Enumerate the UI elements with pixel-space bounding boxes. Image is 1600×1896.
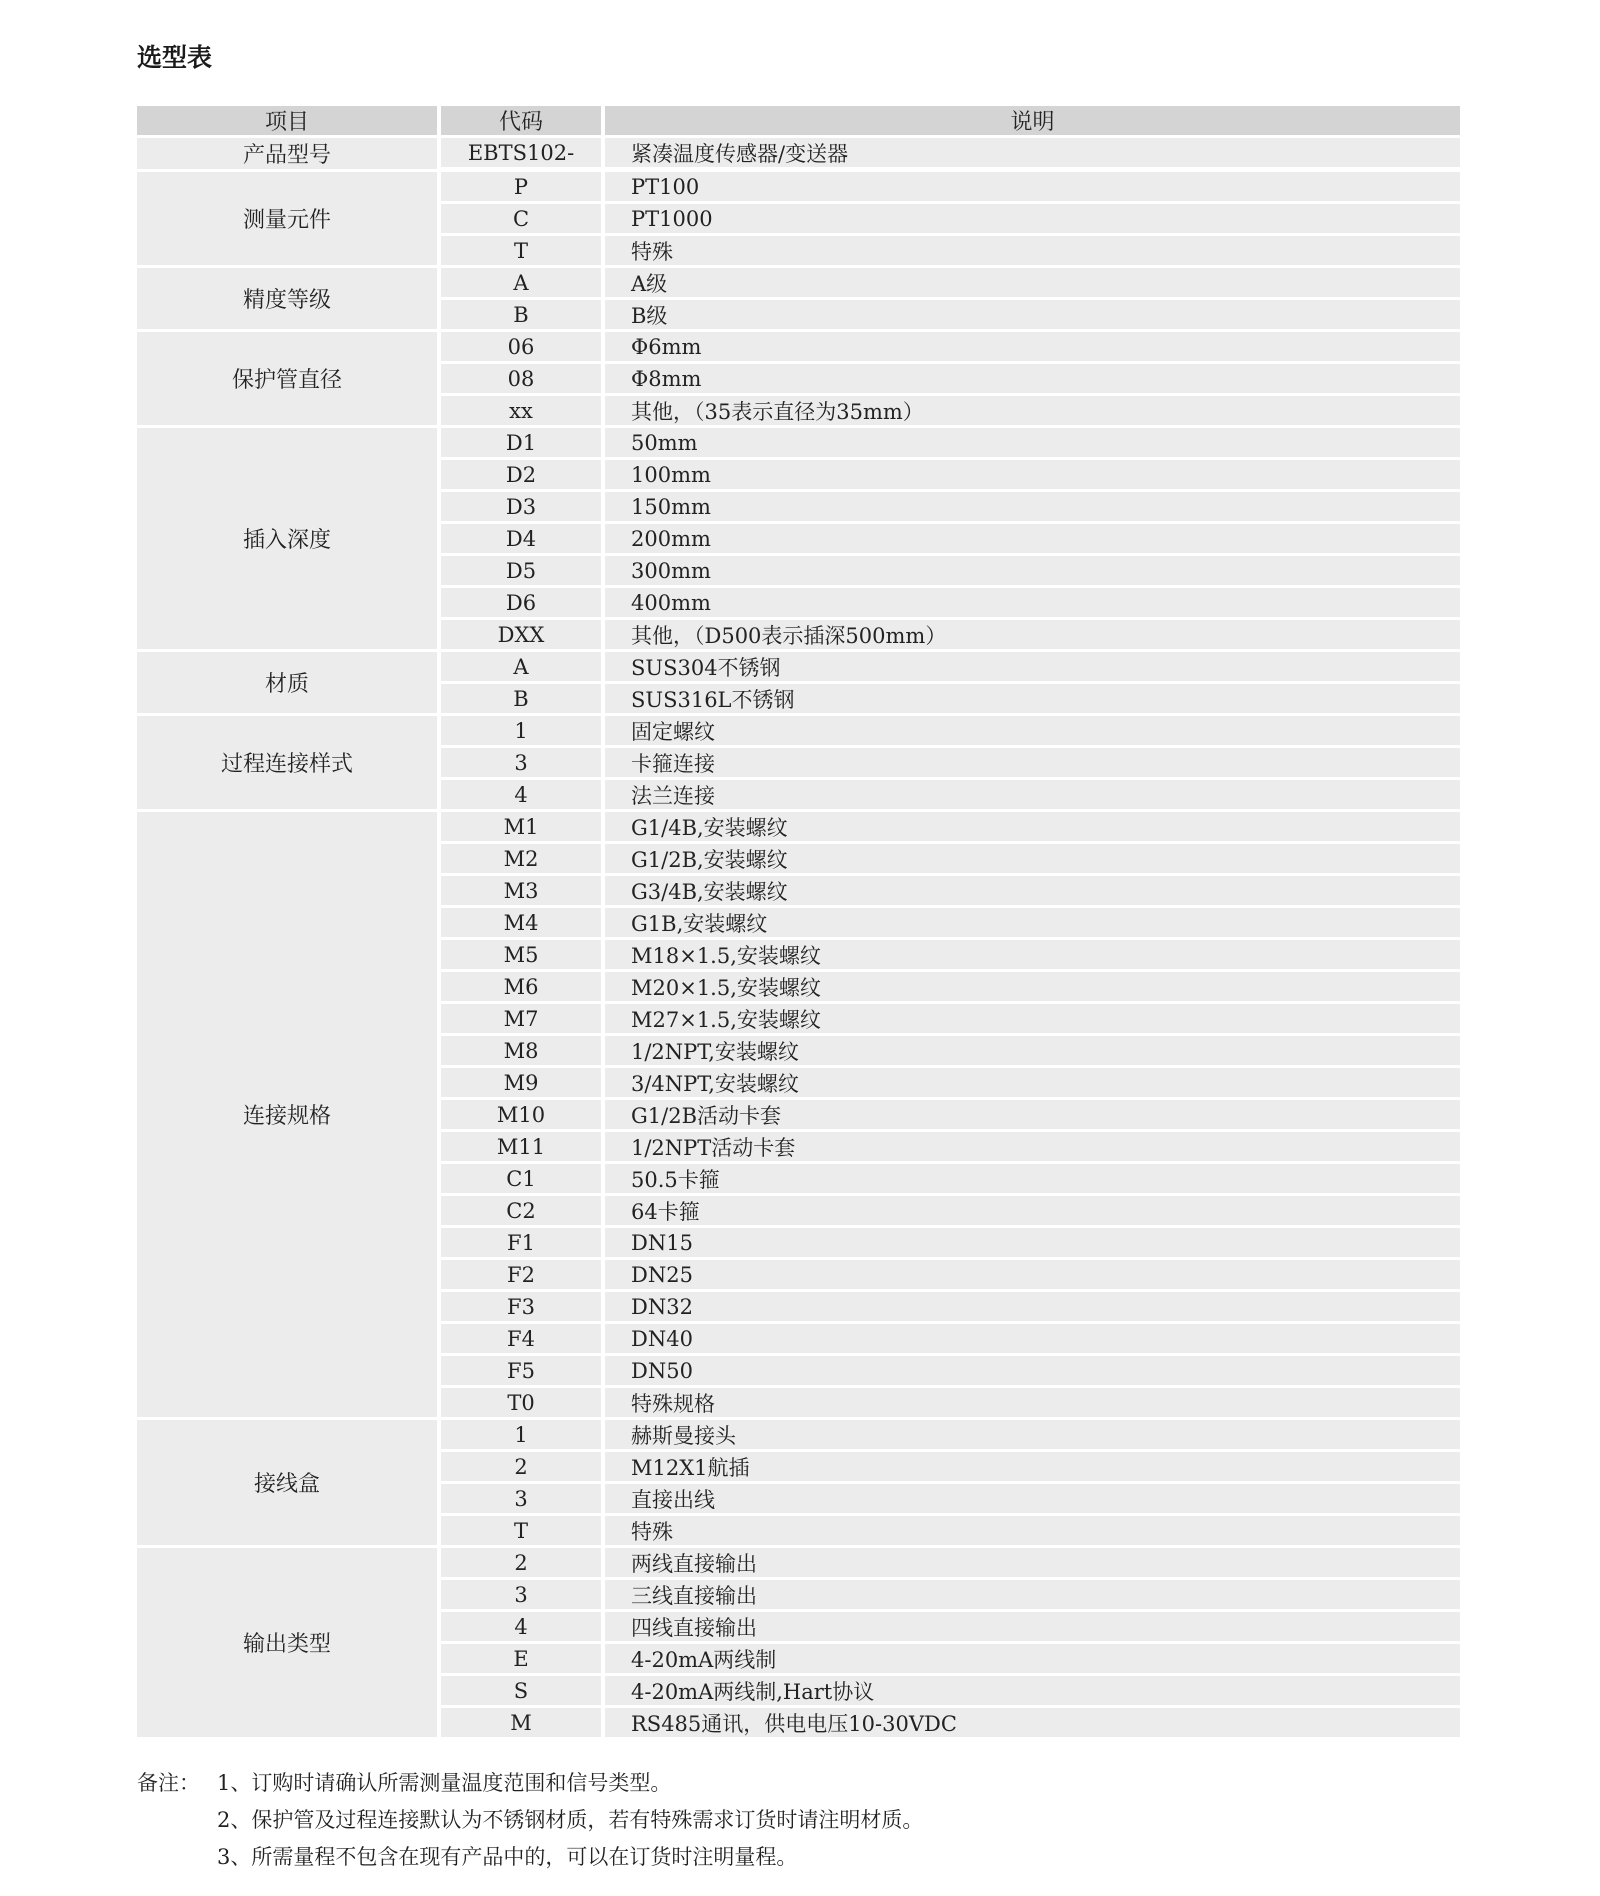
row-code: M3 xyxy=(441,876,601,905)
row-code: D6 xyxy=(441,588,601,617)
table-row xyxy=(441,1516,1460,1545)
row-description: M18×1.5,安装螺纹 xyxy=(605,940,1460,969)
row-code: M2 xyxy=(441,844,601,873)
table-row xyxy=(441,652,1460,681)
row-description: 300mm xyxy=(605,556,1460,585)
row-code: A xyxy=(441,268,601,297)
table-row xyxy=(441,1452,1460,1481)
table-group xyxy=(137,172,1460,265)
group-rows xyxy=(441,812,1460,1417)
row-description: 50.5卡箍 xyxy=(605,1164,1460,1193)
table-row xyxy=(441,300,1460,329)
row-code: C2 xyxy=(441,1196,601,1225)
group-label: 材质 xyxy=(137,652,437,713)
row-description: Φ8mm xyxy=(605,364,1460,393)
row-code: T xyxy=(441,1516,601,1545)
row-description: 4-20mA两线制,Hart协议 xyxy=(605,1676,1460,1705)
row-code: E xyxy=(441,1644,601,1673)
group-rows xyxy=(441,716,1460,809)
table-row xyxy=(441,524,1460,553)
group-label: 产品型号 xyxy=(137,138,437,169)
selection-table xyxy=(137,106,1460,1737)
row-code: 3 xyxy=(441,748,601,777)
row-code: DXX xyxy=(441,620,601,649)
table-row xyxy=(441,812,1460,841)
table-row xyxy=(441,1388,1460,1417)
page-title: 选型表 xyxy=(137,43,213,72)
row-code: S xyxy=(441,1676,601,1705)
row-code: F4 xyxy=(441,1324,601,1353)
table-row xyxy=(441,1420,1460,1449)
table-group xyxy=(137,812,1460,1417)
note-text: 2、保护管及过程连接默认为不锈钢材质，若有特殊需求订货时请注明材质。 xyxy=(217,1808,924,1832)
table-row xyxy=(441,1292,1460,1321)
row-description: DN32 xyxy=(605,1292,1460,1321)
table-row xyxy=(441,844,1460,873)
row-description: 两线直接输出 xyxy=(605,1548,1460,1577)
table-row xyxy=(441,236,1460,265)
table-row xyxy=(441,908,1460,937)
table-row xyxy=(441,172,1460,201)
group-rows xyxy=(441,652,1460,713)
row-description: G1B,安装螺纹 xyxy=(605,908,1460,937)
row-code: 4 xyxy=(441,1612,601,1641)
row-code: F2 xyxy=(441,1260,601,1289)
table-row xyxy=(441,332,1460,361)
table-group xyxy=(137,1548,1460,1737)
note-line xyxy=(137,1839,923,1876)
table-row xyxy=(441,620,1460,649)
row-code: M4 xyxy=(441,908,601,937)
table-row xyxy=(441,1100,1460,1129)
group-rows xyxy=(441,1548,1460,1737)
row-code: M xyxy=(441,1708,601,1737)
row-code: 3 xyxy=(441,1484,601,1513)
group-label: 接线盒 xyxy=(137,1420,437,1545)
row-code: D1 xyxy=(441,428,601,457)
row-code: A xyxy=(441,652,601,681)
row-description: 特殊 xyxy=(605,1516,1460,1545)
row-description: 3/4NPT,安装螺纹 xyxy=(605,1068,1460,1097)
notes-indent xyxy=(137,1802,217,1839)
table-row xyxy=(441,492,1460,521)
group-label: 测量元件 xyxy=(137,172,437,265)
header-item: 项目 xyxy=(137,106,437,135)
row-description: G1/4B,安装螺纹 xyxy=(605,812,1460,841)
table-group xyxy=(137,428,1460,649)
row-description: PT1000 xyxy=(605,204,1460,233)
row-description: SUS304不锈钢 xyxy=(605,652,1460,681)
row-code: F5 xyxy=(441,1356,601,1385)
notes xyxy=(137,1765,923,1876)
table-group xyxy=(137,716,1460,809)
row-code: B xyxy=(441,300,601,329)
table-row xyxy=(441,1196,1460,1225)
row-code: M10 xyxy=(441,1100,601,1129)
row-code: 2 xyxy=(441,1452,601,1481)
row-description: 64卡箍 xyxy=(605,1196,1460,1225)
table-row xyxy=(441,1260,1460,1289)
row-description: Φ6mm xyxy=(605,332,1460,361)
row-code: D5 xyxy=(441,556,601,585)
row-code: C xyxy=(441,204,601,233)
row-description: M27×1.5,安装螺纹 xyxy=(605,1004,1460,1033)
row-code: M1 xyxy=(441,812,601,841)
row-description: 其他，（35表示直径为35mm） xyxy=(605,396,1460,425)
row-code: B xyxy=(441,684,601,713)
row-description: G1/2B活动卡套 xyxy=(605,1100,1460,1129)
row-description: 固定螺纹 xyxy=(605,716,1460,745)
group-rows xyxy=(441,268,1460,329)
row-code: 1 xyxy=(441,1420,601,1449)
table-row xyxy=(441,1356,1460,1385)
row-description: 特殊规格 xyxy=(605,1388,1460,1417)
table-row xyxy=(441,1132,1460,1161)
group-rows xyxy=(441,138,1460,169)
table-row xyxy=(441,1612,1460,1641)
table-row xyxy=(441,716,1460,745)
table-group xyxy=(137,268,1460,329)
row-code: M8 xyxy=(441,1036,601,1065)
row-description: 4-20mA两线制 xyxy=(605,1644,1460,1673)
table-row xyxy=(441,1068,1460,1097)
notes-lead: 备注： xyxy=(137,1771,200,1795)
note-text: 1、订购时请确认所需测量温度范围和信号类型。 xyxy=(217,1771,672,1795)
group-rows xyxy=(441,332,1460,425)
table-row xyxy=(441,1676,1460,1705)
group-label: 输出类型 xyxy=(137,1548,437,1737)
row-description: G3/4B,安装螺纹 xyxy=(605,876,1460,905)
row-description: 紧凑温度传感器/变送器 xyxy=(605,138,1460,167)
row-description: 四线直接输出 xyxy=(605,1612,1460,1641)
table-row xyxy=(441,1004,1460,1033)
row-description: M20×1.5,安装螺纹 xyxy=(605,972,1460,1001)
row-description: PT100 xyxy=(605,172,1460,201)
row-description: DN50 xyxy=(605,1356,1460,1385)
table-row xyxy=(441,556,1460,585)
row-description: G1/2B,安装螺纹 xyxy=(605,844,1460,873)
table-group xyxy=(137,1420,1460,1545)
row-description: 赫斯曼接头 xyxy=(605,1420,1460,1449)
table-row xyxy=(441,1644,1460,1673)
header-code: 代码 xyxy=(441,106,601,135)
row-description: 400mm xyxy=(605,588,1460,617)
row-code: C1 xyxy=(441,1164,601,1193)
row-code: M6 xyxy=(441,972,601,1001)
row-description: DN25 xyxy=(605,1260,1460,1289)
table-row xyxy=(441,1036,1460,1065)
table-row xyxy=(441,1580,1460,1609)
row-description: A级 xyxy=(605,268,1460,297)
table-row xyxy=(441,364,1460,393)
table-row xyxy=(441,1484,1460,1513)
row-code: P xyxy=(441,172,601,201)
note-line xyxy=(137,1802,923,1839)
group-rows xyxy=(441,428,1460,649)
group-label: 连接规格 xyxy=(137,812,437,1417)
table-row xyxy=(441,1164,1460,1193)
row-code: M5 xyxy=(441,940,601,969)
row-code: T xyxy=(441,236,601,265)
notes-indent xyxy=(137,1839,217,1876)
table-row xyxy=(441,1324,1460,1353)
row-description: DN15 xyxy=(605,1228,1460,1257)
table-row xyxy=(441,1228,1460,1257)
row-description: 200mm xyxy=(605,524,1460,553)
row-description: 卡箍连接 xyxy=(605,748,1460,777)
row-description: 法兰连接 xyxy=(605,780,1460,809)
row-code: 3 xyxy=(441,1580,601,1609)
row-description: 150mm xyxy=(605,492,1460,521)
group-rows xyxy=(441,172,1460,265)
row-code: xx xyxy=(441,396,601,425)
table-row xyxy=(441,460,1460,489)
row-description: M12X1航插 xyxy=(605,1452,1460,1481)
row-code: 06 xyxy=(441,332,601,361)
row-code: M7 xyxy=(441,1004,601,1033)
row-code: EBTS102- xyxy=(441,138,601,167)
row-description: 1/2NPT,安装螺纹 xyxy=(605,1036,1460,1065)
note-line xyxy=(137,1765,923,1802)
row-code: T0 xyxy=(441,1388,601,1417)
row-code: M11 xyxy=(441,1132,601,1161)
table-row xyxy=(441,588,1460,617)
group-label: 过程连接样式 xyxy=(137,716,437,809)
row-description: 其他，（D500表示插深500mm） xyxy=(605,620,1460,649)
row-code: D4 xyxy=(441,524,601,553)
group-label: 精度等级 xyxy=(137,268,437,329)
table-row xyxy=(441,1548,1460,1577)
table-row xyxy=(441,268,1460,297)
group-label: 插入深度 xyxy=(137,428,437,649)
row-description: 1/2NPT活动卡套 xyxy=(605,1132,1460,1161)
table-group xyxy=(137,332,1460,425)
row-code: 08 xyxy=(441,364,601,393)
row-code: 2 xyxy=(441,1548,601,1577)
table-row xyxy=(441,972,1460,1001)
table-row xyxy=(441,1708,1460,1737)
table-row xyxy=(441,940,1460,969)
table-row xyxy=(441,684,1460,713)
row-description: 100mm xyxy=(605,460,1460,489)
row-code: F3 xyxy=(441,1292,601,1321)
table-row xyxy=(441,748,1460,777)
row-code: 1 xyxy=(441,716,601,745)
row-description: 直接出线 xyxy=(605,1484,1460,1513)
table-row xyxy=(441,396,1460,425)
group-rows xyxy=(441,1420,1460,1545)
row-description: 特殊 xyxy=(605,236,1460,265)
table-row xyxy=(441,138,1460,167)
group-label: 保护管直径 xyxy=(137,332,437,425)
note-text: 3、所需量程不包含在现有产品中的，可以在订货时注明量程。 xyxy=(217,1845,798,1869)
header-description: 说明 xyxy=(605,106,1460,135)
table-row xyxy=(441,876,1460,905)
row-code: D3 xyxy=(441,492,601,521)
row-code: M9 xyxy=(441,1068,601,1097)
row-description: 三线直接输出 xyxy=(605,1580,1460,1609)
table-row xyxy=(441,428,1460,457)
row-code: D2 xyxy=(441,460,601,489)
table-group xyxy=(137,138,1460,169)
row-code: 4 xyxy=(441,780,601,809)
row-description: 50mm xyxy=(605,428,1460,457)
row-description: SUS316L不锈钢 xyxy=(605,684,1460,713)
row-code: F1 xyxy=(441,1228,601,1257)
table-header xyxy=(137,106,1460,135)
row-description: RS485通讯，供电电压10-30VDC xyxy=(605,1708,1460,1737)
row-description: DN40 xyxy=(605,1324,1460,1353)
table-row xyxy=(441,780,1460,809)
row-description: B级 xyxy=(605,300,1460,329)
table-group xyxy=(137,652,1460,713)
table-row xyxy=(441,204,1460,233)
